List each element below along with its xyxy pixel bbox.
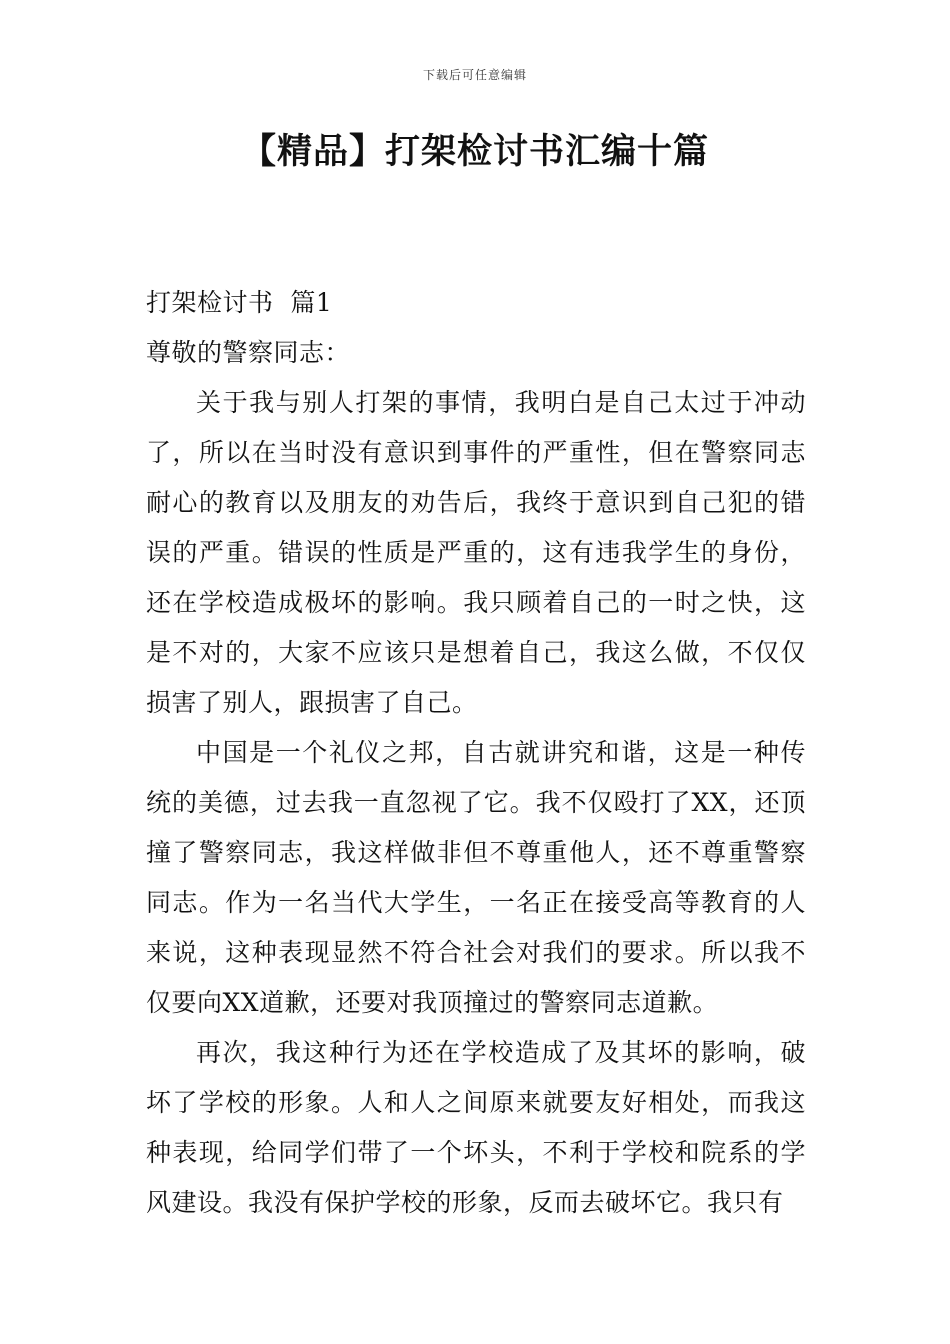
paragraph-2: 中国是一个礼仪之邦，自古就讲究和谐，这是一种传统的美德，过去我一直忽视了它。我不仅殴打了XX，还顶撞了警察同志，我这样做非但不尊重他人，还不尊重警察同志。作为一名当代大学生，一名正在接受高等教育的人来说，这种表现显然不符合社会对我们的要求。所以我不仅要向XX道歉，还要对我顶撞过的警察同志道歉。 bbox=[146, 738, 806, 1017]
document-body bbox=[146, 278, 806, 1228]
section-heading: 打架检讨书 篇1 bbox=[146, 288, 333, 317]
document-title: 【精品】打架检讨书汇编十篇 bbox=[240, 132, 709, 172]
paragraph-1: 关于我与别人打架的事情，我明白是自己太过于冲动了，所以在当时没有意识到事件的严重性，但在警察同志耐心的教育以及朋友的劝告后，我终于意识到自己犯的错误的严重。错误的性质是严重的，这有违我学生的身份，还在学校造成极坏的影响。我只顾着自己的一时之快，这是不对的，大家不应该只是想着自己，我这么做，不仅仅损害了别人，跟损害了自己。 bbox=[146, 388, 806, 717]
header-note: 下载后可任意编辑 bbox=[422, 68, 527, 82]
salutation: 尊敬的警察同志： bbox=[146, 338, 351, 367]
paragraph-3: 再次，我这种行为还在学校造成了及其坏的影响，破坏了学校的形象。人和人之间原来就要友好相处，而我这种表现，给同学们带了一个坏头，不利于学校和院系的学风建设。我没有保护学校的形象，反而去破坏它。我只有 bbox=[146, 1038, 806, 1217]
